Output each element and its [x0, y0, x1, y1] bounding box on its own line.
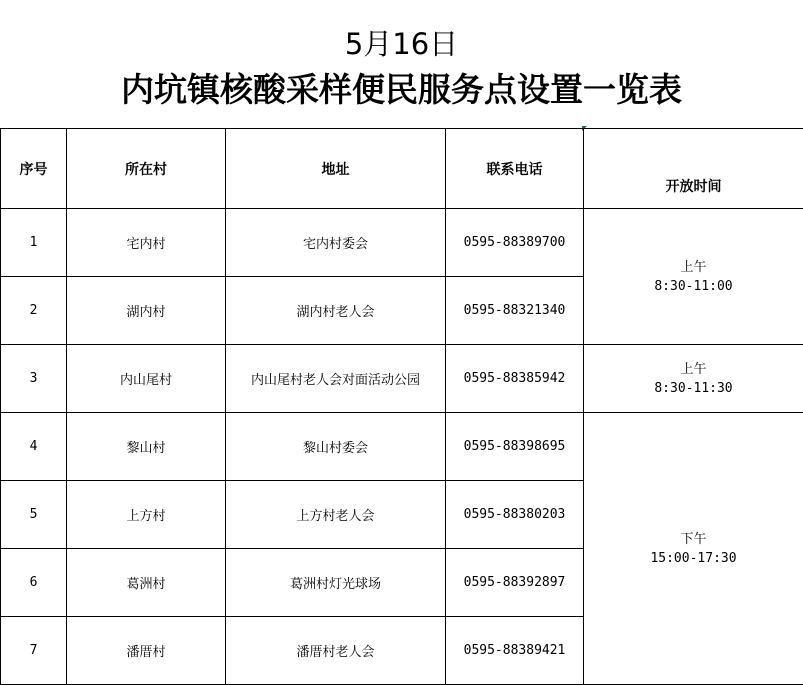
header-seq: 序号 [1, 129, 67, 209]
phone-cell: 0595-88389700 [446, 209, 584, 277]
seq-cell: 5 [1, 481, 67, 549]
header-hours: 开放时间 [584, 129, 803, 209]
hours-period: 上午 [584, 360, 803, 379]
table-header-row [1, 129, 803, 209]
village-cell: 葛洲村 [67, 549, 226, 617]
village-cell: 宅内村 [67, 209, 226, 277]
hours-time: 8:30-11:00 [584, 277, 803, 296]
hours-time: 15:00-17:30 [584, 549, 803, 568]
table-row [1, 209, 803, 277]
village-cell: 上方村 [67, 481, 226, 549]
hours-cell-morning-2 [584, 345, 803, 413]
table-row [1, 345, 803, 413]
address-cell: 葛洲村灯光球场 [226, 549, 446, 617]
village-cell: 黎山村 [67, 413, 226, 481]
phone-cell: 0595-88380203 [446, 481, 584, 549]
hours-cell-afternoon [584, 413, 803, 685]
phone-cell: 0595-88392897 [446, 549, 584, 617]
title-area [0, 0, 803, 128]
service-points-table [0, 128, 803, 685]
title-date: 5月16日 [0, 24, 803, 64]
header-village: 所在村 [67, 129, 226, 209]
address-cell: 湖内村老人会 [226, 277, 446, 345]
seq-cell: 4 [1, 413, 67, 481]
seq-cell: 1 [1, 209, 67, 277]
hours-period: 下午 [584, 530, 803, 549]
address-cell: 潘厝村老人会 [226, 617, 446, 685]
seq-cell: 6 [1, 549, 67, 617]
hours-period: 上午 [584, 258, 803, 277]
header-phone: 联系电话 [446, 129, 584, 209]
phone-cell: 0595-88398695 [446, 413, 584, 481]
phone-cell: 0595-88389421 [446, 617, 584, 685]
phone-cell: 0595-88385942 [446, 345, 584, 413]
phone-cell: 0595-88321340 [446, 277, 584, 345]
address-cell: 黎山村委会 [226, 413, 446, 481]
address-cell: 上方村老人会 [226, 481, 446, 549]
address-cell: 内山尾村老人会对面活动公园 [226, 345, 446, 413]
address-cell: 宅内村委会 [226, 209, 446, 277]
hours-cell-morning-1 [584, 209, 803, 345]
seq-cell: 7 [1, 617, 67, 685]
page-title: 内坑镇核酸采样便民服务点设置一览表 [0, 68, 803, 112]
header-address: 地址 [226, 129, 446, 209]
hours-time: 8:30-11:30 [584, 379, 803, 398]
village-cell: 湖内村 [67, 277, 226, 345]
village-cell: 内山尾村 [67, 345, 226, 413]
village-cell: 潘厝村 [67, 617, 226, 685]
table-row [1, 413, 803, 481]
seq-cell: 2 [1, 277, 67, 345]
seq-cell: 3 [1, 345, 67, 413]
